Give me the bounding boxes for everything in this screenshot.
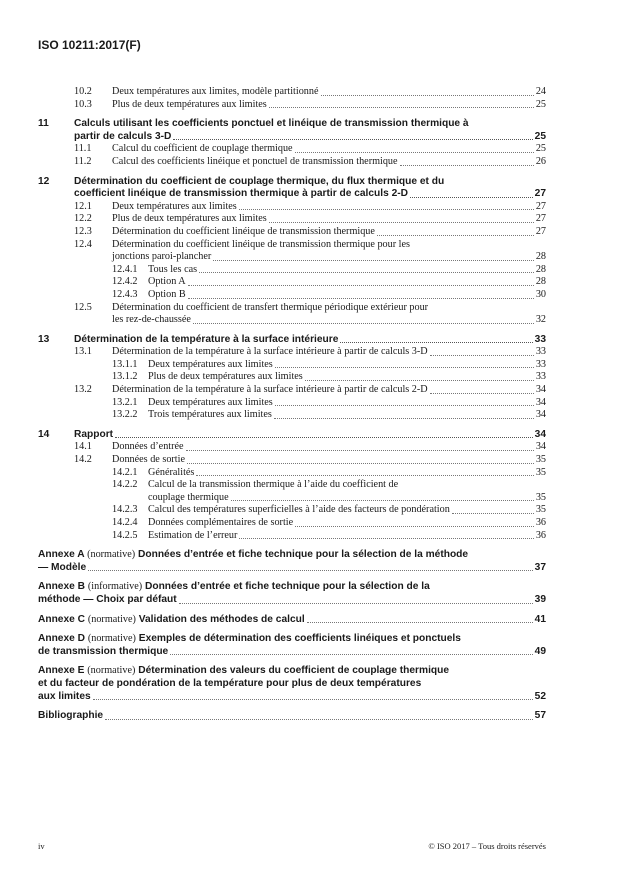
- toc-entry-line: [112, 226, 546, 239]
- toc-entry-text: Plus de deux températures aux limites: [112, 213, 267, 225]
- toc-page-number: 26: [535, 155, 546, 167]
- toc-entry-text: les rez-de-chaussée: [112, 314, 191, 326]
- annex-type: (normative): [87, 549, 136, 561]
- toc-entry-line: [112, 384, 546, 397]
- toc-entry[interactable]: [38, 118, 546, 143]
- toc-page-number: 52: [534, 690, 546, 702]
- toc-entry-number: 12.2: [74, 213, 92, 225]
- toc-entry-title: [112, 441, 546, 454]
- toc-entry-number: 13.1.2: [112, 371, 138, 383]
- toc-entry[interactable]: [38, 276, 546, 289]
- toc-entry-title: [112, 86, 546, 99]
- toc-entry-number: 14.2: [74, 454, 92, 466]
- annex-title: [38, 549, 546, 574]
- dot-leader: [452, 513, 534, 514]
- dot-leader: [193, 323, 534, 324]
- toc-entry-text: Détermination de la température à la surface intérieure à partir de calculs 3-D: [112, 346, 428, 358]
- toc-entry-title: [148, 359, 546, 372]
- toc-entry-text: Calculs utilisant les coefficients ponctuel et linéique de transmission thermique à: [74, 118, 469, 130]
- toc-entry-line: [112, 441, 546, 454]
- annex-line-text: Données d’entrée et fiche technique pour la sélection de la méthode: [138, 549, 469, 561]
- toc-entry-number: 12.4.1: [112, 263, 138, 275]
- toc-entry-title: [148, 530, 546, 543]
- toc-entry-line: [112, 239, 546, 252]
- toc-entry[interactable]: [38, 454, 546, 467]
- toc-page-number: 33: [535, 358, 546, 370]
- toc-annex-entry[interactable]: [38, 633, 546, 658]
- dot-leader: [213, 260, 534, 261]
- toc-entry-line: [74, 334, 546, 347]
- document-header: ISO 10211:2017(F): [38, 38, 141, 52]
- toc-entry-line: [74, 118, 546, 131]
- toc-page-number: 32: [535, 314, 546, 326]
- toc-entry-text: Calcul de la transmission thermique à l’aide du coefficient de: [148, 479, 399, 491]
- toc-entry-number: 12.3: [74, 225, 92, 237]
- dot-leader: [88, 570, 533, 571]
- toc-page-number: 27: [534, 188, 546, 200]
- toc-entry-text: Détermination de la température à la surface intérieure à partir de calculs 2-D: [112, 384, 428, 396]
- toc-page-number: 30: [535, 288, 546, 300]
- annex-title: [38, 710, 546, 723]
- toc-entry-title: [112, 454, 546, 467]
- toc-entry-title: [74, 176, 546, 201]
- dot-leader: [275, 367, 534, 368]
- toc-page-number: 49: [534, 645, 546, 657]
- toc-entry-title: [112, 213, 546, 226]
- toc-entry-title: [112, 156, 546, 169]
- toc-entry[interactable]: [38, 201, 546, 214]
- toc-entry[interactable]: [38, 467, 546, 480]
- dot-leader: [275, 405, 534, 406]
- toc-entry-title: [74, 334, 546, 347]
- toc-page-number: 34: [535, 384, 546, 396]
- annex-line: [38, 691, 546, 704]
- toc-entry[interactable]: [38, 530, 546, 543]
- annex-text: [38, 594, 177, 607]
- annex-label: Annexe A: [38, 549, 85, 561]
- dot-leader: [188, 285, 534, 286]
- toc-entry-text: Option B: [148, 288, 186, 300]
- toc-entry-text: Deux températures aux limites: [148, 358, 273, 370]
- annex-title: [38, 665, 546, 703]
- toc-annex-entry[interactable]: [38, 549, 546, 574]
- toc-entry[interactable]: [38, 409, 546, 422]
- dot-leader: [173, 139, 532, 140]
- annex-text: [38, 691, 91, 704]
- toc-page-number: 24: [535, 86, 546, 97]
- toc-entry-number: 12.4.3: [112, 288, 138, 300]
- toc-entry-title: [148, 264, 546, 277]
- toc-page-number: 25: [535, 98, 546, 110]
- toc-entry-title: [148, 517, 546, 530]
- dot-leader: [410, 197, 533, 198]
- toc-entry-text: Deux températures aux limites: [112, 200, 237, 212]
- toc-page-number: 57: [534, 710, 546, 722]
- annex-line: [38, 594, 546, 607]
- dot-leader: [269, 107, 534, 108]
- annex-title: [38, 633, 546, 658]
- toc-entry-number: 13.1: [74, 346, 92, 358]
- toc-entry-line: [74, 429, 546, 442]
- dot-leader: [295, 526, 534, 527]
- toc-page-number: 25: [535, 143, 546, 155]
- annex-line: [38, 633, 546, 646]
- toc-entry-title: [112, 239, 546, 264]
- toc-entry-title: [112, 302, 546, 327]
- toc-entry-number: 14.2.3: [112, 504, 138, 516]
- dot-leader: [231, 500, 534, 501]
- annex-line: [38, 614, 546, 627]
- toc-entry-line: [148, 517, 546, 530]
- toc-entry-title: [112, 346, 546, 359]
- toc-entry-line: [74, 131, 546, 144]
- annex-type: (normative): [87, 665, 136, 677]
- annex-line: [38, 678, 546, 691]
- toc-entry-line: [112, 251, 546, 264]
- toc-entry-number: 14: [38, 428, 50, 440]
- toc-entry-text: couplage thermique: [148, 491, 229, 503]
- annex-label: Bibliographie: [38, 710, 104, 722]
- annex-label: Annexe D: [38, 633, 85, 645]
- annex-type: (informative): [87, 581, 143, 593]
- toc-entry-line: [148, 492, 546, 505]
- toc-entry-number: 14.2.4: [112, 517, 138, 528]
- toc-entry-text: Option A: [148, 276, 186, 288]
- toc-entry-number: 13: [38, 333, 50, 345]
- annex-text: [38, 646, 168, 659]
- toc-page-number: 34: [535, 441, 546, 453]
- annex-line-text: Exemples de détermination des coefficients linéiques et ponctuels: [138, 633, 461, 645]
- toc-entry-number: 13.1.1: [112, 358, 138, 370]
- toc-entry-text: Tous les cas: [148, 263, 198, 275]
- toc-entry-line: [148, 409, 546, 422]
- toc-entry[interactable]: [38, 397, 546, 410]
- dot-leader: [340, 342, 532, 343]
- toc-annex-entry[interactable]: [38, 710, 546, 723]
- dot-leader: [170, 654, 532, 655]
- toc-entry-number: 12.5: [74, 301, 92, 313]
- toc-entry-title: [74, 429, 546, 442]
- annex-title: [38, 614, 546, 627]
- toc-entry-text: Données d’entrée: [112, 441, 184, 453]
- annex-line: [38, 710, 546, 723]
- toc-entry-line: [148, 276, 546, 289]
- dot-leader: [93, 699, 533, 700]
- annex-line-text: Données d’entrée et fiche technique pour la sélection de la: [145, 581, 430, 593]
- toc-page-number: 34: [534, 428, 546, 440]
- toc-entry-number: 11: [38, 118, 49, 130]
- dot-leader: [305, 380, 534, 381]
- dot-leader: [179, 603, 533, 604]
- annex-label: Annexe E: [38, 665, 85, 677]
- toc-page-number: 34: [535, 396, 546, 408]
- toc-entry-text: Calcul du coefficient de couplage thermique: [112, 143, 293, 155]
- toc-entry-number: 14.2.5: [112, 529, 138, 541]
- toc-page-number: 35: [535, 491, 546, 503]
- annex-line-text: Détermination des valeurs du coefficient de couplage thermique: [138, 665, 450, 677]
- toc-page-number: 35: [535, 466, 546, 478]
- toc-entry-title: [148, 289, 546, 302]
- toc-entry-text: Plus de deux températures aux limites: [112, 98, 267, 110]
- toc-page-number: 37: [534, 561, 546, 573]
- dot-leader: [105, 719, 533, 720]
- toc-entry-text: coefficient linéique de transmission thermique à partir de calculs 2-D: [74, 188, 409, 200]
- annex-line-text: méthode — Choix par défaut: [38, 593, 177, 605]
- toc-page-number: 33: [535, 371, 546, 383]
- annex-line: [38, 562, 546, 575]
- toc-annex-entry[interactable]: [38, 614, 546, 627]
- toc-entry[interactable]: [38, 239, 546, 264]
- toc-entry-text: jonctions paroi-plancher: [112, 251, 212, 263]
- toc-entry-text: Détermination du coefficient de couplage thermique, du flux thermique et du: [74, 175, 445, 187]
- toc-entry-text: Détermination du coefficient linéique de transmission thermique: [112, 225, 375, 237]
- toc-page-number: 25: [534, 130, 546, 142]
- annex-text: [38, 678, 421, 691]
- toc-entry[interactable]: [38, 156, 546, 169]
- dot-leader: [186, 450, 534, 451]
- toc-entry[interactable]: [38, 213, 546, 226]
- toc-entry-line: [112, 314, 546, 327]
- dot-leader: [274, 418, 534, 419]
- toc-entry-text: Détermination de la température à la surface intérieure: [74, 333, 339, 345]
- toc-entry-line: [74, 188, 546, 201]
- dot-leader: [196, 475, 533, 476]
- toc-page-number: 33: [534, 333, 546, 345]
- toc-entry[interactable]: [38, 371, 546, 384]
- toc-entry-text: Calcul des températures superficielles à l’aide des facteurs de pondération: [148, 504, 450, 516]
- toc-entry-text: Deux températures aux limites: [148, 396, 273, 408]
- toc-entry-number: 12.4.2: [112, 276, 138, 288]
- toc-page-number: 27: [535, 225, 546, 237]
- toc-entry-number: 10.3: [74, 98, 92, 110]
- toc-entry-line: [112, 346, 546, 359]
- dot-leader: [187, 463, 534, 464]
- toc-entry-text: Généralités: [148, 466, 195, 478]
- toc-entry-line: [148, 530, 546, 543]
- dot-leader: [377, 235, 534, 236]
- toc-page-number: 35: [535, 454, 546, 466]
- toc-entry[interactable]: [38, 289, 546, 302]
- toc-entry[interactable]: [38, 226, 546, 239]
- annex-type: (normative): [87, 633, 136, 645]
- toc-entry-line: [148, 371, 546, 384]
- toc-entry-line: [74, 176, 546, 189]
- toc-entry-line: [112, 99, 546, 112]
- annex-line-text: de transmission thermique: [38, 645, 169, 657]
- dot-leader: [430, 355, 534, 356]
- toc-entry-text: Détermination du coefficient de transfert thermique périodique extérieur pour: [112, 301, 429, 313]
- toc-entry[interactable]: [38, 441, 546, 454]
- annex-text: [38, 710, 103, 723]
- dot-leader: [307, 622, 533, 623]
- toc-entry[interactable]: [38, 384, 546, 397]
- toc-entry-title: [74, 118, 546, 143]
- annex-text: [38, 665, 449, 678]
- dot-leader: [199, 272, 534, 273]
- copyright-notice: © ISO 2017 – Tous droits réservés: [428, 841, 546, 851]
- annex-line: [38, 646, 546, 659]
- toc-entry[interactable]: [38, 359, 546, 372]
- annex-line-text: aux limites: [38, 690, 91, 702]
- toc-page-number: 35: [535, 504, 546, 516]
- toc-entry[interactable]: [38, 143, 546, 156]
- toc-entry-title: [112, 226, 546, 239]
- toc-entry-number: 12.4: [74, 238, 92, 250]
- toc-entry-number: 10.2: [74, 86, 92, 97]
- toc-page-number: 36: [535, 529, 546, 541]
- toc-entry[interactable]: [38, 99, 546, 112]
- annex-label: Annexe C: [38, 613, 85, 625]
- dot-leader: [321, 95, 534, 96]
- toc-entry-number: 13.2.2: [112, 409, 138, 421]
- toc-entry-number: 12.1: [74, 200, 92, 212]
- toc-page-number: 28: [535, 276, 546, 288]
- annex-title: [38, 581, 546, 606]
- toc-entry-line: [112, 302, 546, 315]
- annex-text: [38, 562, 86, 575]
- dot-leader: [295, 152, 534, 153]
- annex-type: (normative): [87, 613, 136, 625]
- toc-entry-line: [112, 213, 546, 226]
- toc-entry-line: [148, 504, 546, 517]
- toc-entry[interactable]: [38, 479, 546, 504]
- toc-entry-title: [112, 384, 546, 397]
- toc-entry-number: 14.2.1: [112, 466, 138, 478]
- toc-entry-title: [148, 276, 546, 289]
- toc-entry-text: Données de sortie: [112, 454, 185, 466]
- toc-entry-line: [148, 289, 546, 302]
- toc-entry-line: [148, 264, 546, 277]
- toc-entry-title: [148, 504, 546, 517]
- toc-entry-number: 11.2: [74, 155, 92, 167]
- dot-leader: [115, 437, 533, 438]
- toc-entry-text: Calcul des coefficients linéique et ponctuel de transmission thermique: [112, 155, 398, 167]
- toc-page-number: 33: [535, 346, 546, 358]
- toc-entry-text: Trois températures aux limites: [148, 409, 272, 421]
- toc-entry-title: [112, 201, 546, 214]
- dot-leader: [269, 222, 534, 223]
- toc-entry-number: 14.2.2: [112, 479, 138, 491]
- toc-entry-text: Rapport: [74, 428, 114, 440]
- toc-entry-line: [148, 359, 546, 372]
- toc-entry[interactable]: [38, 264, 546, 277]
- toc-entry-line: [148, 479, 546, 492]
- annex-text: [38, 549, 468, 562]
- toc-entry-title: [112, 143, 546, 156]
- toc-annex-entry[interactable]: [38, 665, 546, 703]
- toc-entry-text: Estimation de l’erreur: [148, 529, 238, 541]
- toc-entry[interactable]: [38, 86, 546, 99]
- toc-entry-line: [112, 454, 546, 467]
- toc-entry-title: [148, 409, 546, 422]
- annex-line: [38, 549, 546, 562]
- annex-line: [38, 581, 546, 594]
- toc-entry[interactable]: [38, 334, 546, 347]
- toc-entry-line: [112, 143, 546, 156]
- toc-entry-title: [148, 371, 546, 384]
- toc-entry-line: [148, 467, 546, 480]
- toc-entry-number: 13.2: [74, 384, 92, 396]
- toc-page-number: 27: [535, 213, 546, 225]
- toc-entry-text: partir de calculs 3-D: [74, 130, 172, 142]
- toc-annex-entry[interactable]: [38, 581, 546, 606]
- toc-entry-text: Plus de deux températures aux limites: [148, 371, 303, 383]
- toc-entry-number: 13.2.1: [112, 396, 138, 408]
- toc-page-number: 41: [534, 613, 546, 625]
- annex-text: [38, 633, 461, 646]
- toc-entry-line: [112, 86, 546, 99]
- toc-page-number: 27: [535, 200, 546, 212]
- toc-entry-line: [112, 156, 546, 169]
- toc-entry[interactable]: [38, 517, 546, 530]
- toc-page-number: 39: [534, 593, 546, 605]
- toc-entry-text: Données complémentaires de sortie: [148, 517, 294, 528]
- dot-leader: [239, 209, 534, 210]
- toc-entry-number: 12: [38, 175, 50, 187]
- annex-text: [38, 581, 430, 594]
- toc-entry-title: [112, 99, 546, 112]
- toc-entry-title: [148, 467, 546, 480]
- toc-entry-title: [148, 479, 546, 504]
- table-of-contents: [38, 86, 546, 723]
- dot-leader: [400, 165, 534, 166]
- page-number: iv: [38, 841, 45, 851]
- dot-leader: [430, 393, 534, 394]
- toc-page-number: 34: [535, 409, 546, 421]
- toc-entry-text: Détermination du coefficient linéique de transmission thermique pour les: [112, 238, 410, 250]
- toc-entry[interactable]: [38, 429, 546, 442]
- annex-text: [38, 614, 305, 627]
- dot-leader: [239, 538, 533, 539]
- page-footer: [38, 841, 546, 851]
- annex-line: [38, 665, 546, 678]
- toc-page-number: 36: [535, 517, 546, 528]
- toc-entry-line: [148, 397, 546, 410]
- toc-page-number: 28: [535, 251, 546, 263]
- toc-entry-title: [148, 397, 546, 410]
- annex-line-text: — Modèle: [38, 561, 87, 573]
- toc-entry[interactable]: [38, 504, 546, 517]
- annex-line-text: et du facteur de pondération de la température pour plus de deux températures: [38, 677, 422, 689]
- toc-entry[interactable]: [38, 176, 546, 201]
- annex-label: Annexe B: [38, 581, 85, 593]
- toc-entry-line: [112, 201, 546, 214]
- dot-leader: [188, 298, 534, 299]
- toc-entry-number: 14.1: [74, 441, 92, 453]
- toc-entry-number: 11.1: [74, 143, 92, 155]
- toc-entry[interactable]: [38, 302, 546, 327]
- toc-entry[interactable]: [38, 346, 546, 359]
- toc-page-number: 28: [535, 263, 546, 275]
- annex-line-text: Validation des méthodes de calcul: [138, 613, 305, 625]
- toc-entry-text: Deux températures aux limites, modèle partitionné: [112, 86, 319, 97]
